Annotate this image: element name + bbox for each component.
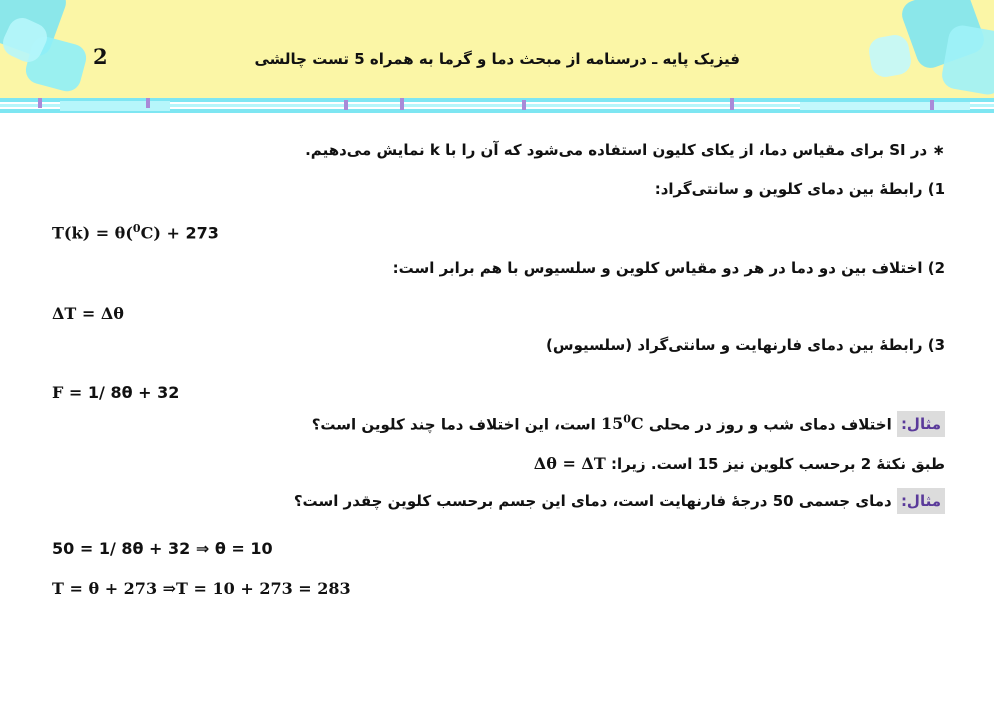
page-title: فیزیک پایه ـ درسنامه از مبحث دما و گرما به همراه 5 تست چالشی <box>254 50 740 68</box>
decor-square <box>867 33 913 79</box>
example-1: مثال: اختلاف دمای شب و روز در محلی $15^0C$ است، این اختلاف دما چند کلوین است؟ <box>312 413 945 433</box>
formula-delta: ΔT = Δθ <box>52 304 124 323</box>
example-label: مثال: <box>897 488 945 514</box>
formula-kelvin-result: T = θ + 273 ⇒T = 10 + 273 = 283 <box>52 579 351 598</box>
formula-solve-theta: 50 = 1/ 8θ + 32 ⇒ θ = 10 <box>52 539 273 558</box>
item-1: 1) رابطهٔ بین دمای کلوین و سانتی‌گراد: <box>654 180 945 198</box>
item-2: 2) اختلاف بین دو دما در هر دو مقیاس کلوین و سلسیوس با هم برابر است: <box>392 259 945 277</box>
answer-1: طبق نکتهٔ 2 برحسب کلوین نیز 15 است. زیرا: Δθ = ΔT <box>533 454 945 473</box>
formula-kelvin-celsius: T(k) = θ($^0$C) + 273 <box>52 222 219 243</box>
item-3: 3) رابطهٔ بین دمای فارنهایت و سانتی‌گراد (سلسیوس) <box>546 336 945 354</box>
page-number: 2 <box>93 44 108 69</box>
example-label: مثال: <box>897 411 945 437</box>
intro-text: ∗ در SI برای مقیاس دما، از یکای کلیون استفاده می‌شود که آن را با k نمایش می‌دهیم. <box>305 141 945 159</box>
page-header <box>0 0 994 100</box>
decor-square <box>940 23 994 96</box>
formula-fahrenheit: F = 1/ 8θ + 32 <box>52 383 180 402</box>
header-stripe <box>0 98 994 120</box>
example-2: مثال: دمای جسمی 50 درجهٔ فارنهایت است، دمای این جسم برحسب کلوین چقدر است؟ <box>294 492 945 510</box>
